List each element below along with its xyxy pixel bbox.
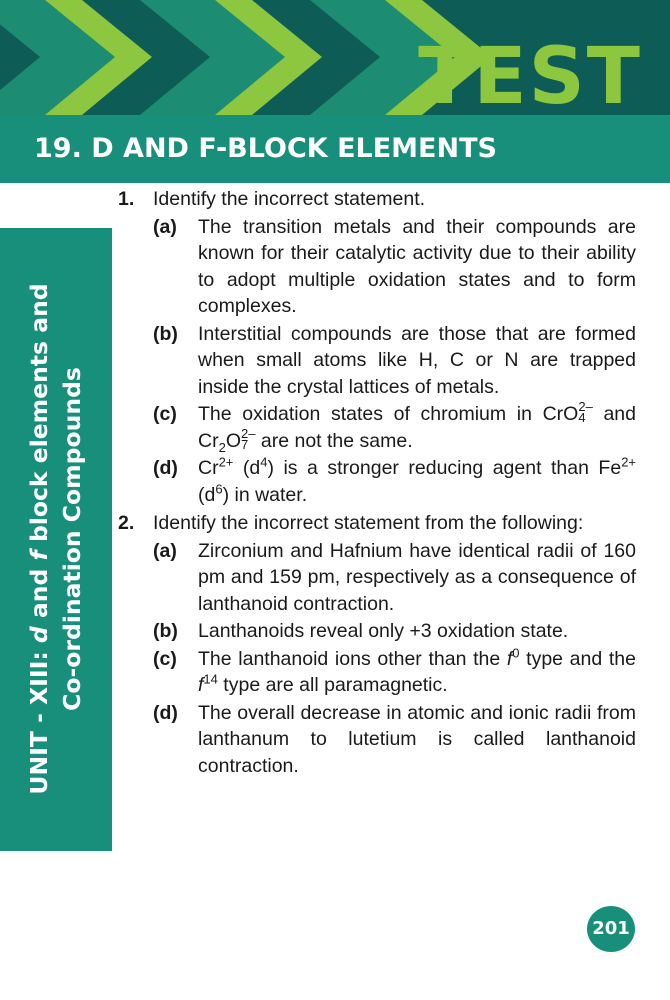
option-text: The oxidation states of chromium in CrO 2– 4 and $Cr_2O$ 2– 7 are not the same. <box>198 399 636 455</box>
chapter-title: 19. D AND F-BLOCK ELEMENTS <box>34 133 497 164</box>
question-text: Identify the incorrect statement from the following: <box>153 512 584 534</box>
option-label: (a) <box>153 539 177 562</box>
question-number: 2. <box>118 512 135 534</box>
option-a <box>153 538 636 618</box>
unit-side-tab <box>0 228 112 851</box>
page-number: 201 <box>587 906 635 952</box>
option-label: (d) <box>153 701 178 724</box>
option-c <box>153 401 636 454</box>
option-text: Interstitial compounds are those that are formed when small atoms like H, C or N are trapped inside the crystal lattices of metals. <box>198 322 636 398</box>
option-label: (c) <box>153 647 177 670</box>
option-text: The overall decrease in atomic and ionic radii from lanthanum to lutetium is called lanthanoid contraction. <box>198 701 636 777</box>
header-banner <box>0 0 670 115</box>
question-list <box>118 186 636 779</box>
option-b <box>153 618 636 645</box>
unit-title <box>6 229 106 849</box>
option-b <box>153 321 636 401</box>
option-d <box>153 700 636 780</box>
test-badge: TEST <box>418 32 642 115</box>
question-2 <box>118 510 636 779</box>
option-text: Lanthanoids reveal only +3 oxidation state. <box>198 620 569 642</box>
option-text: The lanthanoid ions other than the $f^0$ type and the $f^{14}$ type are all paramagnetic. <box>198 645 636 696</box>
option-d <box>153 455 636 508</box>
unit-title-line1: UNIT - XIII: d and f block elements and <box>25 283 53 795</box>
option-a <box>153 214 636 320</box>
option-label: (a) <box>153 215 177 238</box>
option-label: (b) <box>153 322 178 345</box>
question-1 <box>118 186 636 508</box>
question-number: 1. <box>118 188 135 210</box>
option-c <box>153 646 636 699</box>
option-text: Zirconium and Hafnium have identical radii of 160 pm and 159 pm, respectively as a consequence of lanthanoid contraction. <box>198 539 636 615</box>
option-text: $Cr^{2+}$ $(d^4)$ is a stronger reducing agent than $Fe^{2+}$ $(d^6)$ in water. <box>198 454 637 506</box>
question-text: Identify the incorrect statement. <box>153 188 426 210</box>
option-label: (b) <box>153 620 178 642</box>
option-label: (d) <box>153 457 178 479</box>
chapter-title-bar <box>0 115 670 183</box>
option-label: (c) <box>153 403 177 425</box>
unit-title-line2: Co-ordination Compounds <box>58 367 86 711</box>
option-text: The transition metals and their compounds are known for their catalytic activity due to their ability to adopt multiple oxidation states and to form complexes. <box>198 215 636 317</box>
